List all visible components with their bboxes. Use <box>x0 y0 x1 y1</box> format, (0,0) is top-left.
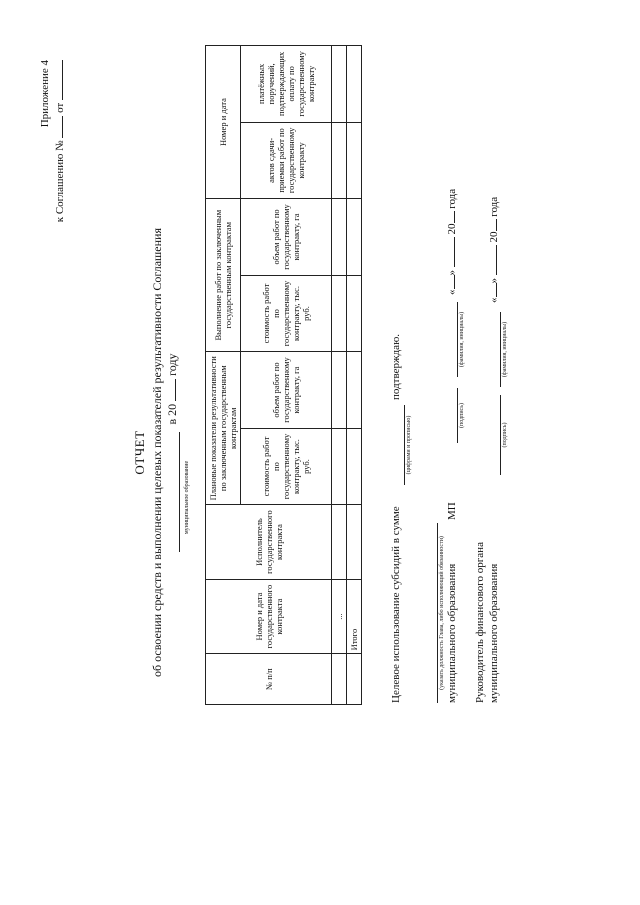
appendix-agreement-line <box>53 60 68 222</box>
header-planned: Плановые показатели результативности по заключенным государственным контрактам <box>206 352 241 505</box>
header-performed: Выполнение работ по заключенным государственным контрактам <box>206 199 241 352</box>
appendix-block <box>38 60 68 222</box>
report-subtitle: об освоении средств и выполнении целевых показателей результативности Соглашения <box>150 228 164 678</box>
head-signature-caption: (подпись) <box>459 403 465 428</box>
table-row-total <box>347 46 362 705</box>
appendix-number: Приложение 4 <box>39 60 51 128</box>
head-position-caption: (указать должность Глава, либо исполняющий обязанности) <box>439 536 445 690</box>
head-position-line <box>437 523 438 703</box>
head-date-line: «» 20 года <box>446 188 458 295</box>
finance-name-line <box>500 312 501 387</box>
head-name-caption: (фамилия, инициалы) <box>459 311 465 368</box>
row-ellipsis: ... <box>332 579 347 654</box>
usage-amount-line <box>404 405 405 485</box>
municipality-blank-line <box>167 432 180 552</box>
head-label: муниципального образования <box>446 563 458 703</box>
header-acts: актов сдачи-приемки работ по государственному контракту <box>241 122 332 199</box>
report-title-block <box>132 0 180 905</box>
header-performed-volume: объем работ по государственному контракту, га <box>241 199 332 276</box>
appendix-agreement-label: к Соглашению № <box>54 140 66 223</box>
finance-head-label-1: Руководитель финансового органа <box>474 542 486 703</box>
finance-signature-caption: (подпись) <box>502 422 508 448</box>
year-suffix: году <box>165 353 179 376</box>
header-num: № п/п <box>206 654 332 705</box>
table-row <box>332 46 347 705</box>
finance-date-line: «» 20 года <box>488 196 500 303</box>
year-prefix: в 20 <box>165 403 179 425</box>
usage-amount-caption: (цифрами и прописью) <box>406 415 412 475</box>
header-planned-volume: объем работ по государственному контракту, га <box>241 352 332 429</box>
report-table <box>205 45 362 705</box>
header-planned-cost: стоимость работ по государственному контракту, тыс. руб. <box>241 428 332 505</box>
report-title: ОТЧЕТ <box>132 430 147 475</box>
municipality-caption: муниципальное образование <box>184 460 190 535</box>
finance-signature-line <box>500 395 501 475</box>
row-total: Итого <box>347 579 362 654</box>
header-contract: Номер и дата государственного контракта <box>206 579 332 654</box>
stamp-mark: МП <box>446 502 458 520</box>
report-year-line <box>165 0 180 905</box>
usage-text: Целевое использование субсидий в сумме <box>390 506 402 703</box>
header-performed-cost: стоимость работ по государственному контракту, тыс. руб. <box>241 275 332 352</box>
head-name-line <box>457 302 458 377</box>
header-executor: Исполнитель государственного контракта <box>206 505 332 580</box>
header-number-date: Номер и дата <box>206 46 241 199</box>
table-header-row-1 <box>206 46 241 705</box>
head-signature-line <box>457 388 458 443</box>
finance-head-label-2: муниципального образования <box>488 563 500 703</box>
appendix-date-label: от <box>54 102 66 113</box>
confirmed-text: подтверждаю. <box>390 333 402 400</box>
finance-name-caption: (фамилия, инициалы) <box>502 321 508 378</box>
header-payments: платёжных поручений, подтверждающих оплату по государственному контракту <box>241 46 332 123</box>
